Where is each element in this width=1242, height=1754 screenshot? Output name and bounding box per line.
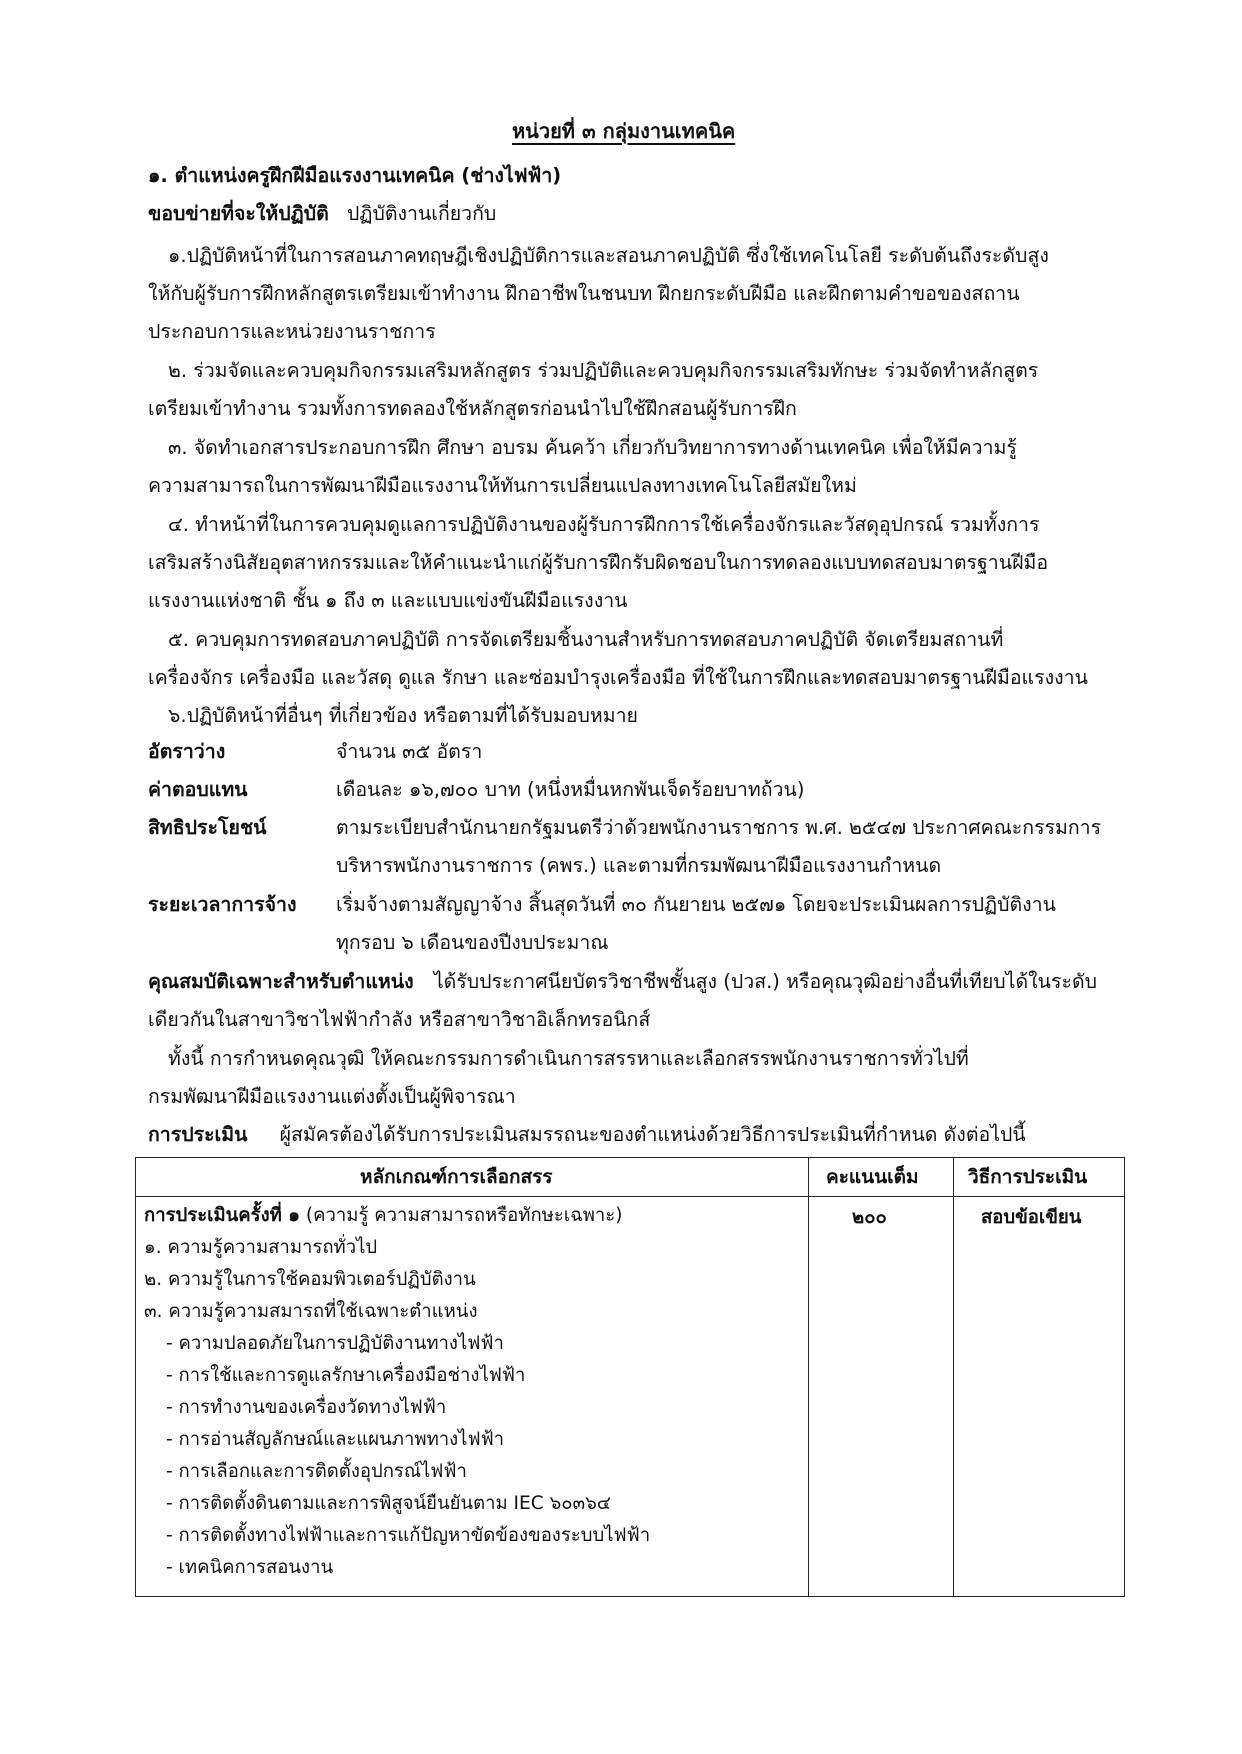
position-title: ๑. ตำแหน่งครูฝึกฝีมือแรงงานเทคนิค (ช่างไฟฟ้า) <box>148 164 562 187</box>
table-item: ๓. ความรู้ความสมารถที่ใช้เฉพาะตำแหน่ง <box>144 1301 478 1322</box>
duty-5-line-2: เครื่องจักร เครื่องมือ และวัสดุ ดูแล รักษา และซ่อมบำรุงเครื่องมือ ที่ใช้ในการฝึกและทดสอบมาตรฐานฝีมือแรงงาน <box>148 666 1088 689</box>
vacancy-value: จำนวน ๓๕ อัตรา <box>336 740 483 763</box>
duty-5-line-1: ๕. ควบคุมการทดสอบภาคปฏิบัติ การจัดเตรียมชิ้นงานสำหรับการทดสอบภาคปฏิบัติ จัดเตรียมสถานที่ <box>168 628 1004 651</box>
table-subitem: - การทำงานของเครื่องวัดทางไฟฟ้า <box>166 1397 447 1418</box>
score-value: ๒๐๐ <box>852 1207 887 1228</box>
round-label: การประเมินครั้งที่ ๑ <box>144 1205 301 1226</box>
duty-1-line-2: ให้กับผู้รับการฝึกหลักสูตรเตรียมเข้าทำงาน ฝึกอาชีพในชนบท ฝึกยกระดับฝีมือ และฝึกตามคำขอของสถาน <box>148 282 1020 305</box>
table-subitem: - ความปลอดภัยในการปฏิบัติงานทางไฟฟ้า <box>166 1333 504 1354</box>
duty-2-line-2: เตรียมเข้าทำงาน รวมทั้งการทดลองใช้หลักสูตรก่อนนำไปใช้ฝึกสอนผู้รับการฝึก <box>148 397 797 420</box>
duty-1-line-3: ประกอบการและหน่วยงานราชการ <box>148 320 436 343</box>
scope-row <box>148 200 496 228</box>
qualification-value-line-2: เดียวกันในสาขาวิชาไฟฟ้ากำลัง หรือสาขาวิชาอิเล็กทรอนิกส์ <box>148 1008 651 1031</box>
table-subitem: - การอ่านสัญลักษณ์และแผนภาพทางไฟฟ้า <box>166 1429 505 1450</box>
duty-4-line-2: เสริมสร้างนิสัยอุตสาหกรรมและให้คำแนะนำแก่ผู้รับการฝึกรับผิดชอบในการทดลองแบบทดสอบมาตรฐานฝีมือ <box>148 551 1049 574</box>
pay-label: ค่าตอบแทน <box>148 778 248 801</box>
benefit-label: สิทธิประโยชน์ <box>148 816 267 839</box>
note-line-2: กรมพัฒนาฝีมือแรงงานแต่งตั้งเป็นผู้พิจารณา <box>148 1085 516 1108</box>
benefit-value-line-2: บริหารพนักงานราชการ (คพร.) และตามที่กรมพัฒนาฝีมือแรงงานกำหนด <box>336 854 942 877</box>
table-subitem: - การติดตั้งดินตามและการพิสูจน์ยืนยันตาม IEC ๖๐๓๖๔ <box>166 1493 611 1514</box>
table-subitem: - การใช้และการดูแลรักษาเครื่องมือช่างไฟฟ้า <box>166 1365 526 1386</box>
table-divider <box>136 1196 1124 1197</box>
table-item: ๑. ความรู้ความสามารถทั่วไป <box>144 1237 378 1258</box>
duty-3-line-2: ความสามารถในการพัฒนาฝีมือแรงงานให้ทันการเปลี่ยนแปลงทางเทคโนโลยีสมัยใหม่ <box>148 474 857 497</box>
assessment-value: ผู้สมัครต้องได้รับการประเมินสมรรถนะของตำแหน่งด้วยวิธีการประเมินที่กำหนด ดังต่อไปนี้ <box>279 1123 1026 1146</box>
assessment-label: การประเมิน <box>148 1123 248 1146</box>
duty-4-line-3: แรงงานแห่งชาติ ชั้น ๑ ถึง ๓ และแบบแข่งขันฝีมือแรงงาน <box>148 589 628 612</box>
duty-4-line-1: ๔. ทำหน้าที่ในการควบคุมดูแลการปฏิบัติงานของผู้รับการฝึกการใช้เครื่องจักรและวัสดุอุปกรณ์ รวมทั้งการ <box>168 513 1040 536</box>
table-header-criteria: หลักเกณฑ์การเลือกสรร <box>360 1166 553 1188</box>
table-item: ๒. ความรู้ในการใช้คอมพิวเตอร์ปฏิบัติงาน <box>144 1269 476 1290</box>
round-description: (ความรู้ ความสามารถหรือทักษะเฉพาะ) <box>300 1205 623 1226</box>
table-subitem: - เทคนิคการสอนงาน <box>166 1557 334 1578</box>
scope-label: ขอบข่ายที่จะให้ปฏิบัติ <box>148 202 329 225</box>
table-header-method: วิธีการประเมิน <box>968 1166 1088 1188</box>
unit-title: หน่วยที่ ๓ กลุ่มงานเทคนิค <box>512 119 736 143</box>
duty-3-line-1: ๓. จัดทำเอกสารประกอบการฝึก ศึกษา อบรม ค้นคว้า เกี่ยวกับวิทยาการทางด้านเทคนิค เพื่อให้มีความรู้ <box>168 436 1017 459</box>
table-divider <box>808 1158 809 1596</box>
period-value-line-2: ทุกรอบ ๖ เดือนของปีงบประมาณ <box>336 931 609 954</box>
assessment-row <box>148 1121 1026 1149</box>
period-label: ระยะเวลาการจ้าง <box>148 893 297 916</box>
table-divider <box>953 1158 954 1596</box>
note-line-1: ทั้งนี้ การกำหนดคุณวุฒิ ให้คณะกรรมการดำเนินการสรรหาและเลือกสรรพนักงานราชการทั่วไปที่ <box>168 1047 969 1070</box>
table-subitem: - การติดตั้งทางไฟฟ้าและการแก้ปัญหาขัดข้องของระบบไฟฟ้า <box>166 1525 651 1546</box>
method-value: สอบข้อเขียน <box>981 1207 1082 1228</box>
vacancy-label: อัตราว่าง <box>148 740 226 763</box>
qualification-value-line-1: ได้รับประกาศนียบัตรวิชาชีพชั้นสูง (ปวส.) หรือคุณวุฒิอย่างอื่นที่เทียบได้ในระดับ <box>433 970 1097 993</box>
period-value-line-1: เริ่มจ้างตามสัญญาจ้าง สิ้นสุดวันที่ ๓๐ กันยายน ๒๕๗๑ โดยจะประเมินผลการปฏิบัติงาน <box>336 893 1056 916</box>
table-row <box>144 1202 622 1230</box>
duty-6-line-1: ๖.ปฏิบัติหน้าที่อื่นๆ ที่เกี่ยวข้อง หรือตามที่ได้รับมอบหมาย <box>168 704 638 727</box>
duty-2-line-1: ๒. ร่วมจัดและควบคุมกิจกรรมเสริมหลักสูตร ร่วมปฏิบัติและควบคุมกิจกรรมเสริมทักษะ ร่วมจัดทำหลักสูตร <box>168 359 1039 382</box>
criteria-table <box>135 1157 1125 1597</box>
table-header-score: คะแนนเต็ม <box>826 1166 919 1188</box>
duty-1-line-1: ๑.ปฏิบัติหน้าที่ในการสอนภาคทฤษฎีเชิงปฏิบัติการและสอนภาคปฏิบัติ ซึ่งใช้เทคโนโลยี ระดับต้นถึงระดับสูง <box>168 244 1049 267</box>
qualification-label: คุณสมบัติเฉพาะสำหรับตำแหน่ง <box>148 970 414 993</box>
table-subitem: - การเลือกและการติดตั้งอุปกรณ์ไฟฟ้า <box>166 1461 467 1482</box>
pay-value: เดือนละ ๑๖,๗๐๐ บาท (หนึ่งหมื่นหกพันเจ็ดร้อยบาทถ้วน) <box>336 778 805 801</box>
scope-text: ปฏิบัติงานเกี่ยวกับ <box>346 202 497 225</box>
benefit-value-line-1: ตามระเบียบสำนักนายกรัฐมนตรีว่าด้วยพนักงานราชการ พ.ศ. ๒๕๔๗ ประกาศคณะกรรมการ <box>336 816 1102 839</box>
qualification-row <box>148 968 1097 996</box>
